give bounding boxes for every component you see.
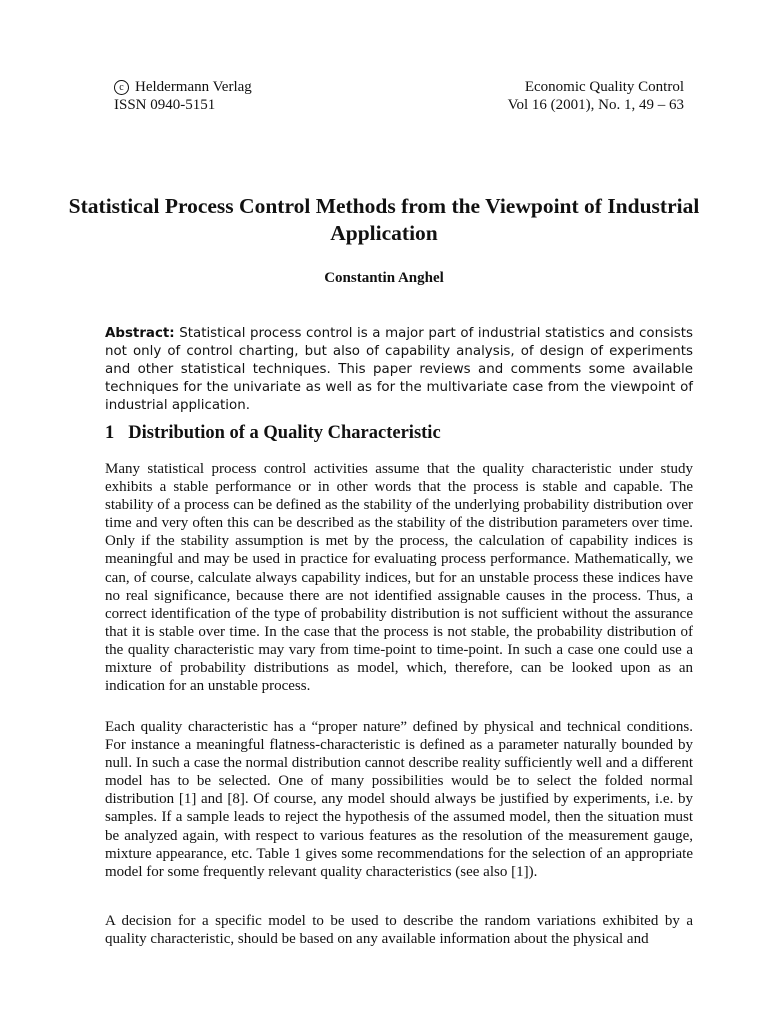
section-heading — [105, 423, 441, 444]
abstract-label: Abstract: — [105, 326, 175, 341]
author-name: Constantin Anghel — [324, 270, 444, 286]
abstract — [105, 325, 693, 415]
copyright-icon: c — [114, 80, 129, 95]
publisher-line — [114, 78, 252, 96]
journal-name: Economic Quality Control — [524, 79, 684, 95]
section-title: Distribution of a Quality Characteristic — [128, 423, 441, 443]
header-publisher-block — [114, 78, 252, 114]
body-paragraph: A decision for a specific model to be used to describe the random variations exhibited by a quality characteristic, should be based on any available information about the physical and — [105, 913, 693, 948]
header-journal-block — [508, 78, 684, 114]
body-paragraph: Each quality characteristic has a “proper nature” defined by physical and technical conditions. For instance a meaningful flatness-characteristic is defined as a parameter naturally bounded by null. In such a case the normal distribution cannot describe reality sufficiently well and a different model has to be selected. One of many possibilities would be to select the folded normal distribution [1] and [8]. Of course, any model should always be justified by experiments, i.e. by samples. If a sample leads to reject the hypothesis of the assumed model, then the situation must be analyzed again, with respect to various features as the resolution of the measurement gauge, mixture appearance, etc. Table 1 gives some recommendations for the selection of an appropriate model for some frequently relevant quality characteristics (see also [1]). — [105, 719, 693, 880]
paper-title: Statistical Process Control Methods from the Viewpoint of Industrial Application — [68, 194, 700, 245]
abstract-text: Statistical process control is a major part of industrial statistics and consists not only of control charting, but also of capability analysis, of design of experiments and other statistical techniques. This paper reviews and comments some available techniques for the univariate as well as for the multivariate case from the viewpoint of industrial application. — [105, 326, 693, 413]
volume-info: Vol 16 (2001), No. 1, 49 – 63 — [507, 97, 684, 113]
section-number: 1 — [105, 423, 115, 443]
issn: ISSN 0940-5151 — [114, 97, 216, 113]
body-paragraph: Many statistical process control activities assume that the quality characteristic under study exhibits a stable performance or in other words that the process is stable and capable. The stability of a process can be defined as the stability of the underlying probability distribution over time and very often this can be described as the stability of the distribution parameters over time. Only if the stability assumption is met by the process, the calculation of capability indices is meaningful and may be used in practice for evaluating process performance. Mathematically, we can, of course, calculate always capability indices, but for an unstable process these indices have no real significance, because there are not identified assignable causes in the process. Thus, a correct identification of the type of probability distribution is not sufficient without the assurance that it is stable over time. In the case that the process is not stable, the probability distribution of the quality characteristic may vary from time-point to time-point. In such a case one could use a mixture of probability distributions as model, which, therefore, can be looked upon as an indication for an unstable process. — [105, 461, 693, 695]
publisher-name: Heldermann Verlag — [135, 79, 252, 95]
